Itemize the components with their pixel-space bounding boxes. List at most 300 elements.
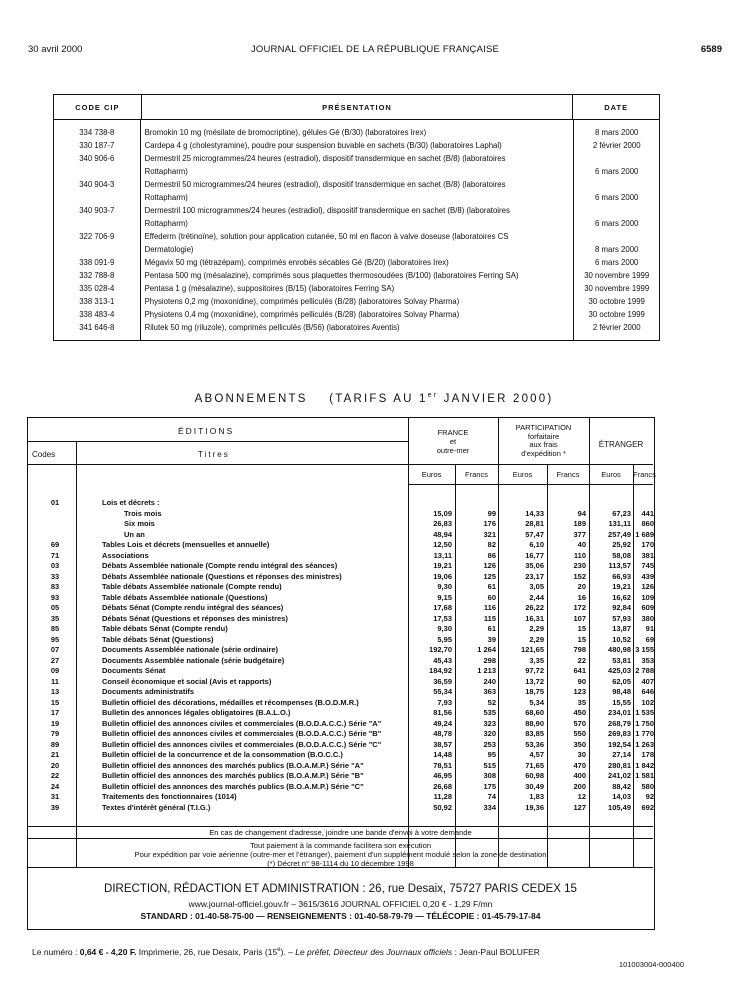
etranger-euros-value: 268,79 [608, 718, 631, 728]
edition-code: 19 [50, 718, 60, 728]
etranger-francs-value: 1 770 [635, 729, 654, 738]
participation-euros-value: 5,34 [529, 697, 544, 707]
edition-title: Table débats Sénat (Compte rendu) [102, 624, 228, 633]
france-francs-value: 115 [483, 613, 496, 623]
codes-header: Codes [32, 450, 56, 459]
cip-code: 338 483-4 [79, 310, 115, 319]
france-euros-value: 50,92 [433, 802, 452, 812]
france-francs-value: 61 [487, 582, 496, 591]
etranger-euros-value: 13,87 [612, 624, 631, 633]
edition-title: Bulletin officiel des décorations, médailles et récompenses (B.O.D.M.R.) [102, 697, 359, 707]
subscription-row [28, 740, 653, 749]
etranger-euros-value: 480,98 [608, 645, 631, 654]
etranger-euros-value: 19,21 [612, 582, 631, 591]
edition-code: 39 [50, 802, 60, 812]
edition-code: 11 [51, 676, 59, 686]
etranger-euros-value: 10,52 [612, 634, 631, 644]
france-francs-value: 1 213 [477, 666, 496, 675]
france-francs-value: 298 [483, 655, 496, 665]
etranger-francs-value: 441 [641, 508, 654, 518]
participation-francs-value: 22 [577, 655, 586, 665]
edition-title: Bulletin officiel des annonces civiles et commerciales (B.O.D.A.C.C.) Série "B" [102, 729, 382, 738]
presentation-line: Effederm (trétinoïne), solution pour application cutanée, 50 ml en flacon à valve doseuse (laboratoires CS [144, 232, 509, 241]
participation-francs-value: 798 [573, 645, 586, 654]
france-euros-value: 26,68 [433, 781, 452, 791]
edition-title: Débats Sénat (Questions et réponses des ministres) [102, 613, 288, 623]
participation-francs-value: 152 [573, 571, 586, 581]
etranger-euros-value: 27,14 [612, 750, 631, 759]
tarifs-date: JANVIER 2000) [438, 392, 554, 405]
edition-code: 79 [50, 729, 60, 738]
etranger-francs-value: 178 [641, 750, 654, 759]
etranger-francs-value: 407 [641, 676, 654, 686]
edition-title: Bulletin officiel des annonces des marchés publics (B.O.A.M.P.) Série "C" [102, 781, 364, 791]
participation-euros-value: 71,65 [525, 760, 544, 770]
cip-code: 338 091-9 [79, 258, 115, 267]
participation-francs-value: 450 [573, 708, 586, 717]
france-francs-header: Francs [465, 470, 488, 479]
presentation-line: Rottapharm) [144, 167, 188, 176]
france-euros-value: 9,30 [437, 582, 452, 591]
etranger-francs-value: 353 [641, 655, 654, 665]
france-euros-value: 17,68 [433, 603, 452, 612]
subscription-row [28, 593, 653, 602]
direction-web: www.journal-officiel.gouv.fr – 3615/3616 JOURNAL OFFICIEL 0,20 € - 1,29 F/mn [188, 899, 493, 909]
participation-francs-value: 470 [573, 760, 586, 770]
edition-title: Bulletin officiel des annonces des marchés publics (B.O.A.M.P.) Série "A" [102, 760, 364, 770]
presentation-column [141, 120, 575, 340]
etranger-francs-value: 1 263 [635, 739, 654, 749]
etranger-euros-value: 241,02 [608, 771, 631, 780]
france-line1: FRANCE [437, 428, 469, 437]
participation-euros-value: 121,65 [521, 645, 544, 654]
presentation-date: 8 mars 2000 [595, 128, 639, 137]
participation-francs-header: Francs [556, 470, 580, 479]
participation-francs-value: 16 [577, 592, 586, 602]
etranger-francs-value: 380 [641, 613, 654, 623]
presentation-date: 6 mars 2000 [595, 193, 639, 202]
participation-euros-value: 1,83 [529, 792, 544, 801]
document-reference: 101003004-000400 [618, 960, 684, 969]
etranger-francs-value: 1 535 [635, 708, 654, 717]
edition-code: 09 [50, 666, 60, 675]
edition-title: Débats Assemblée nationale (Questions et réponses des ministres) [102, 571, 342, 581]
presentation-line: Physiotens 0,4 mg (moxonidine), comprimés pelliculés (B/28) (laboratoires Solvay Pharma) [144, 310, 460, 319]
france-euros-value: 12,50 [433, 540, 452, 549]
printer-address: Imprimerie, 26, rue Desaix, Paris (15 [136, 947, 278, 957]
participation-francs-value: 94 [577, 508, 586, 518]
edition-title: Un an [124, 529, 145, 539]
france-euros-value: 19,21 [433, 561, 452, 570]
header-journal-title: JOURNAL OFFICIEL DE LA RÉPUBLIQUE FRANÇAISE [250, 44, 500, 55]
etranger-euros-value: 58,08 [612, 550, 631, 560]
presentation-line: Dermestril 25 microgrammes/24 heures (estradiol), dispositif transdermique en sachet (B/8) (laboratoires [144, 154, 506, 163]
participation-euros-value: 88,90 [525, 718, 544, 728]
france-euros-value: 46,95 [433, 771, 452, 780]
participation-francs-value: 200 [573, 781, 586, 791]
payment-note: Tout paiement à la commande facilitera son exécution [249, 841, 432, 850]
subscription-row [28, 624, 653, 633]
price-line [32, 947, 722, 957]
france-francs-value: 334 [483, 802, 496, 812]
cip-code: 322 706-9 [79, 232, 115, 241]
presentation-text [145, 269, 570, 282]
subscription-row [28, 771, 653, 780]
etranger-euros-value: 113,57 [608, 561, 631, 570]
edition-title: Tables Lois et décrets (mensuelles et annuelle) [102, 540, 270, 549]
etranger-euros-value: 66,93 [612, 571, 631, 581]
etranger-francs-value: 745 [641, 561, 654, 570]
participation-line1: PARTICIPATION [515, 423, 572, 432]
france-francs-value: 125 [483, 571, 496, 581]
etranger-euros-value: 425,03 [608, 666, 631, 675]
subscription-row [28, 540, 653, 549]
prefect-name: : Jean-Paul BOLUFER [452, 947, 540, 957]
decree-note: (*) Décret n° 98-1114 du 10 décembre 1998 [267, 859, 414, 868]
edition-code: 24 [50, 781, 60, 791]
france-euros-value: 48,94 [433, 529, 452, 539]
subscription-row [28, 551, 653, 560]
edition-title: Conseil économique et social (Avis et rapports) [102, 676, 272, 686]
participation-euros-value: 14,33 [525, 508, 544, 518]
presentation-line: Rilutek 50 mg (riluzole), comprimés pelliculés (B/56) (laboratoires Aventis) [144, 323, 400, 332]
presentation-line: Physiotens 0,2 mg (moxonidine), comprimés pelliculés (B/28) (laboratoires Solvay Pharma) [144, 297, 460, 306]
participation-euros-value: 30,49 [525, 781, 544, 791]
cip-code: 338 313-1 [79, 297, 115, 306]
etranger-francs-value: 692 [641, 802, 654, 812]
france-line3: outre-mer [436, 446, 470, 455]
participation-euros-value: 2,44 [529, 592, 544, 602]
france-euros-value: 49,24 [433, 718, 452, 728]
france-euros-value: 15,09 [433, 508, 452, 518]
subscription-row [28, 572, 653, 581]
france-euros-value: 17,53 [433, 613, 452, 623]
france-francs-value: 308 [483, 771, 496, 780]
participation-euros-value: 6,10 [529, 540, 544, 549]
participation-francs-value: 377 [573, 529, 586, 539]
cip-code: 334 738-8 [79, 128, 115, 137]
france-francs-value: 253 [483, 739, 496, 749]
header-date: 30 avril 2000 [28, 44, 83, 55]
france-euros-value: 9,15 [437, 592, 452, 602]
edition-title: Bulletin officiel des annonces civiles et commerciales (B.O.D.A.C.C.) Série "A" [102, 718, 382, 728]
divider [408, 484, 653, 485]
presentation-line: Dermestril 50 microgrammes/24 heures (estradiol), dispositif transdermique en sachet (B/8) (laboratoires [144, 180, 506, 189]
participation-euros-value: 2,29 [529, 624, 544, 633]
edition-title: Documents Assemblée nationale (série budgétaire) [102, 655, 285, 665]
france-euros-value: 55,34 [433, 687, 452, 696]
presentation-date: 30 novembre 1999 [584, 271, 650, 280]
price-value: 0,64 € - 4,20 F. [79, 947, 137, 957]
subscription-row [28, 708, 653, 717]
participation-euros-value: 28,81 [525, 519, 544, 528]
cip-code: 335 028-4 [79, 284, 115, 293]
etranger-euros-value: 62,05 [612, 676, 631, 686]
edition-code: 20 [50, 760, 60, 770]
subscription-row [28, 666, 653, 675]
etranger-euros-value: 98,48 [612, 687, 631, 696]
tarifs-sup: er [427, 392, 439, 399]
participation-francs-value: 15 [577, 624, 586, 633]
participation-francs-value: 123 [573, 687, 586, 696]
etranger-euros-value: 53,81 [612, 655, 631, 665]
presentation-line: Bromokin 10 mg (mésilate de bromocriptine), gélules Gé (B/30) (laboratoires Irex) [144, 128, 427, 137]
presentation-date: 6 mars 2000 [595, 167, 639, 176]
etranger-euros-value: 131,11 [608, 519, 631, 528]
etranger-francs-value: 1 842 [635, 760, 654, 770]
edition-code: 31 [50, 792, 60, 801]
participation-francs-value: 110 [573, 550, 586, 560]
participation-euros-value: 19,36 [525, 802, 544, 812]
page-header [28, 44, 722, 60]
participation-francs-value: 30 [577, 750, 586, 759]
edition-title: Documents Assemblée nationale (série ordinaire) [102, 645, 279, 654]
participation-euros-value: 35,06 [525, 561, 544, 570]
edition-code: 27 [50, 655, 60, 665]
edition-title: Six mois [124, 519, 155, 528]
divider [28, 838, 653, 839]
cip-code: 340 904-3 [79, 180, 115, 189]
subscription-row [28, 530, 653, 539]
edition-code: 69 [50, 540, 60, 549]
edition-title: Table débats Assemblée nationale (Questions) [102, 592, 268, 602]
presentation-line: Dermestril 100 microgrammes/24 heures (estradiol), dispositif transdermique en sachet (B/8) (laboratoires [144, 206, 510, 215]
france-francs-value: 323 [483, 718, 496, 728]
france-euros-value: 14,48 [433, 750, 452, 759]
france-euros-value: 13,11 [433, 550, 452, 560]
date-column [574, 120, 659, 340]
edition-code: 15 [50, 697, 60, 707]
editions-header: ÉDITIONS [178, 426, 235, 436]
participation-line4: d'expédition * [521, 448, 566, 458]
france-francs-value: 321 [483, 529, 496, 539]
etranger-francs-value: 646 [641, 687, 654, 696]
printer-sup: e [277, 947, 281, 954]
subscription-row [28, 645, 653, 654]
etranger-euros-value: 16,62 [612, 592, 631, 602]
presentation-text [145, 282, 570, 295]
participation-euros-value: 23,17 [525, 571, 544, 581]
france-francs-value: 95 [487, 750, 496, 759]
subscription-row [28, 803, 653, 812]
edition-code: 95 [50, 634, 60, 644]
participation-francs-value: 107 [573, 613, 586, 623]
presentation-date: 2 février 2000 [592, 323, 641, 332]
edition-title: Documents Sénat [102, 666, 166, 675]
edition-code: 93 [50, 592, 60, 602]
subscription-row [28, 750, 653, 759]
france-header [408, 428, 498, 455]
presentation-line: Rottapharm) [144, 219, 188, 228]
participation-euros-value: 53,36 [525, 739, 544, 749]
edition-title: Bulletin des annonces légales obligatoires (B.A.L.O.) [102, 708, 291, 717]
etranger-francs-value: 126 [641, 582, 654, 591]
edition-title: Bulletin officiel de la concurrence et de la consommation (B.O.C.C.) [102, 750, 343, 759]
participation-line2: forfaitaire [527, 431, 560, 441]
etranger-francs-value: 170 [641, 540, 654, 549]
participation-francs-value: 15 [577, 634, 586, 644]
france-francs-value: 82 [487, 540, 496, 549]
subscriptions-table [27, 417, 655, 930]
france-francs-value: 535 [483, 708, 496, 717]
france-line2: et [449, 437, 457, 446]
participation-francs-value: 350 [573, 739, 586, 749]
participation-francs-value: 12 [577, 792, 586, 801]
participation-euros-value: 3,35 [529, 655, 544, 665]
etranger-francs-value: 69 [645, 634, 654, 644]
etranger-euros-value: 269,83 [608, 729, 631, 738]
presentation-text [145, 321, 570, 334]
etranger-francs-value: 439 [641, 571, 654, 581]
etranger-euros-value: 15,55 [612, 697, 631, 707]
participation-header [498, 424, 589, 458]
subscription-row [28, 509, 653, 518]
cip-code: 340 906-6 [79, 154, 115, 163]
etranger-euros-value: 280,81 [608, 760, 631, 770]
participation-euros-value: 26,22 [525, 603, 544, 612]
france-francs-value: 74 [487, 792, 496, 801]
presentation-date: 8 mars 2000 [595, 245, 639, 254]
etranger-francs-value: 102 [641, 697, 654, 707]
participation-euros-value: 83,85 [525, 729, 544, 738]
etranger-francs-value: 109 [641, 592, 654, 602]
etranger-francs-value: 860 [641, 519, 654, 528]
participation-euros-value: 97,72 [525, 666, 544, 675]
edition-code: 33 [50, 571, 60, 581]
participation-euros-value: 16,31 [525, 613, 544, 623]
direction-address: DIRECTION, RÉDACTION ET ADMINISTRATION : 26, rue Desaix, 75727 PARIS CEDEX 15 [104, 883, 577, 895]
edition-title: Lois et décrets : [102, 498, 160, 507]
subscription-row [28, 635, 653, 644]
cip-table [53, 94, 660, 341]
presentation-text [145, 295, 570, 308]
france-euros-value: 36,59 [433, 676, 452, 686]
presentation-text [145, 152, 570, 178]
subscription-row [28, 614, 653, 623]
edition-title: Trois mois [124, 508, 162, 518]
france-euros-value: 7,93 [437, 697, 452, 707]
france-francs-value: 176 [483, 519, 496, 528]
france-euros-value: 5,95 [437, 634, 452, 644]
france-francs-value: 515 [483, 760, 496, 770]
cip-column [54, 120, 141, 340]
subscription-row [28, 582, 653, 591]
france-francs-value: 126 [483, 561, 496, 570]
edition-code: 13 [50, 687, 60, 696]
etranger-euros-value: 14,03 [612, 792, 631, 801]
participation-euros-value: 60,98 [525, 771, 544, 780]
etranger-euros-value: 257,49 [608, 529, 631, 539]
france-euros-value: 184,92 [429, 666, 452, 675]
edition-title: Débats Assemblée nationale (Compte rendu intégral des séances) [102, 561, 338, 570]
participation-francs-value: 40 [577, 540, 586, 549]
presentation-text [145, 126, 570, 139]
cip-code: 332 788-8 [79, 271, 115, 280]
direction-block [28, 882, 653, 922]
titres-header: Titres [198, 450, 230, 459]
cip-code: 330 187-7 [79, 141, 115, 150]
etranger-euros-value: 92,84 [612, 603, 631, 612]
air-shipping-note: Pour expédition par voie aérienne (outre-mer et l'étranger), paiement d'un supplément modulé selon la zone de destination [134, 850, 547, 859]
subscription-row [28, 498, 653, 507]
france-francs-value: 52 [487, 697, 496, 707]
france-francs-value: 61 [487, 624, 496, 633]
france-francs-value: 240 [483, 676, 496, 686]
price-sep: ). – [280, 947, 296, 957]
france-francs-value: 60 [487, 592, 496, 602]
price-label: Le numéro : [32, 947, 80, 957]
etranger-euros-value: 234,01 [608, 708, 631, 717]
edition-code: 03 [50, 561, 60, 570]
france-euros-value: 9,30 [437, 624, 452, 633]
participation-francs-value: 20 [577, 582, 586, 591]
cip-code: 341 646-8 [79, 323, 115, 332]
etranger-francs-value: 91 [645, 624, 654, 633]
etranger-francs-header: Francs [633, 470, 656, 479]
presentation-text [145, 139, 570, 152]
cip-col-header: CODE CIP [54, 95, 142, 119]
cip-table-header [54, 95, 659, 120]
presentation-text [145, 178, 570, 204]
etranger-euros-value: 67,23 [612, 508, 631, 518]
etranger-francs-value: 381 [641, 550, 654, 560]
france-euros-value: 45,43 [433, 655, 452, 665]
france-euros-value: 78,51 [433, 760, 452, 770]
etranger-francs-value: 1 581 [635, 771, 654, 780]
france-euros-value: 192,70 [429, 645, 452, 654]
abonnements-title [0, 392, 748, 405]
participation-francs-value: 189 [573, 519, 586, 528]
participation-euros-value: 16,77 [525, 550, 544, 560]
participation-euros-value: 68,60 [525, 708, 544, 717]
participation-euros-value: 2,29 [529, 634, 544, 644]
france-francs-value: 116 [483, 603, 496, 612]
edition-code: 17 [50, 708, 60, 717]
participation-francs-value: 230 [573, 561, 586, 570]
participation-francs-value: 400 [573, 771, 586, 780]
presentation-date: 2 février 2000 [592, 141, 641, 150]
etranger-francs-value: 3 155 [635, 645, 654, 654]
participation-euros-header: Euros [512, 470, 533, 479]
edition-title: Table débats Assemblée nationale (Compte rendu) [102, 582, 282, 591]
france-euros-value: 11,28 [433, 792, 452, 801]
etranger-euros-value: 192,54 [608, 739, 631, 749]
presentation-text [145, 230, 570, 256]
subscription-row [28, 698, 653, 707]
cip-code: 340 903-7 [79, 206, 115, 215]
france-euros-value: 19,06 [433, 571, 452, 581]
france-francs-value: 99 [487, 508, 496, 518]
edition-title: Débats Sénat (Compte rendu intégral des séances) [102, 603, 284, 612]
etranger-francs-value: 580 [641, 781, 654, 791]
edition-title: Traitements des fonctionnaires (1014) [102, 792, 237, 801]
edition-code: 71 [50, 550, 60, 560]
etranger-euros-value: 105,49 [608, 802, 631, 812]
presentation-line: Dermatologie) [144, 245, 194, 254]
edition-title: Textes d'intérêt général (T.I.G.) [102, 802, 211, 812]
subscription-row [28, 603, 653, 612]
subscription-row [28, 761, 653, 770]
participation-euros-value: 3,05 [529, 582, 544, 591]
france-francs-value: 1 264 [477, 645, 496, 654]
direction-phones: STANDARD : 01-40-58-75-00 — RENSEIGNEMENTS : 01-40-58-79-79 — TÉLÉCOPIE : 01-45-79-17-84 [140, 911, 541, 921]
subscription-row [28, 687, 653, 696]
etranger-header: ÉTRANGER [598, 440, 644, 449]
subscription-row [28, 677, 653, 686]
edition-code: 35 [50, 613, 60, 623]
etranger-euros-value: 57,93 [612, 613, 631, 623]
etranger-euros-value: 88,42 [612, 781, 631, 791]
